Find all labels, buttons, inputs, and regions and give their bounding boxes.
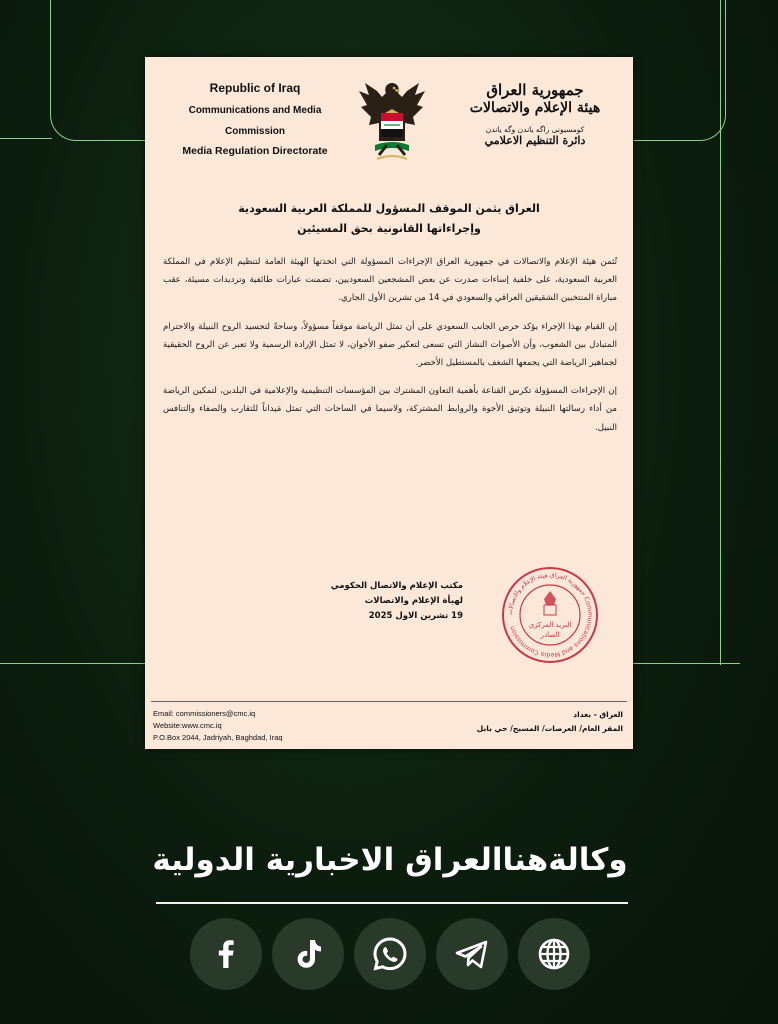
footer-address-arabic <box>477 708 623 736</box>
tiktok-icon <box>288 934 328 974</box>
letter-title-line: وإجراءاتها القانونية بحق المسيئين <box>297 222 481 235</box>
agency-name: وكالةهناالعراق الاخبارية الدولية <box>152 842 628 878</box>
signature-line: لهيأة الإعلام والاتصالات <box>364 596 463 606</box>
letterhead-line: Communications and Media <box>188 105 322 116</box>
footer-address: P.O.Box 2044, Jadriyah, Baghdad, Iraq <box>153 733 283 742</box>
official-stamp <box>500 565 600 665</box>
footer-email: Email: commissioners@cmc.iq <box>153 709 256 718</box>
letterhead-line: Commission <box>224 126 285 137</box>
letter-title-line: العراق يثمن الموقف المسؤول للمملكة العربية السعودية <box>238 202 540 215</box>
letterhead-arabic <box>445 81 625 147</box>
official-letter <box>145 57 633 749</box>
stamp-center-text: الصادر <box>540 631 560 639</box>
letter-paragraph: إن الإجراءات المسؤولة تكرس القناعة بأهمية التعاون المشترك بين المؤسسات التنظيمية والإعلامية في البلدين، لتمكين الرياضة من أداء رسالتها النبيلة وتوثيق الأخوة والروابط المشتركة، ولاسيما في الساحات التي تمثل مَيداناً للتقارب والصفاء والتنافس النبيل. <box>163 386 617 433</box>
whatsapp-button[interactable] <box>354 918 426 990</box>
letter-paragraph: إن القيام بهذا الإجراء يؤكد حرص الجانب السعودي على أن تمثل الرياضة موقفاً مسؤولاً، وساحةً لتجسيد الروح النبيلة والاحترام المتبادل بين الشعوب، وأن الأصوات النشاز التي تسعى لتعكير صفو الأخوان، لا تمثل الإرادة الرسمية ولا تعبر عن الروح الحقيقية لجماهير الرياضة التي يجمعها الشغف بالمستطيل الأخضر. <box>163 321 617 369</box>
letterhead-line: جمهورية العراق <box>486 81 584 99</box>
letter-title <box>205 199 573 239</box>
stamp-ring-text: جمهورية العراق هيئة الإعلام والاتصالات Communications and Media Commission <box>506 571 594 659</box>
tiktok-button[interactable] <box>272 918 344 990</box>
footer-divider <box>151 701 627 702</box>
iraq-eagle-emblem-icon <box>357 79 427 171</box>
globe-icon <box>534 934 574 974</box>
letterhead-line: Republic of Iraq <box>209 81 301 95</box>
footer-contact <box>153 708 283 744</box>
letterhead-line: كومسيونى راگه ياندن وگه ياندن <box>485 125 585 134</box>
footer-hq: المقر العام/ العرصات/ المسبح/ حي بابل <box>476 724 623 733</box>
letterhead-line: Media Regulation Directorate <box>182 145 328 157</box>
footer-website: Website:www.cmc.iq <box>153 721 222 730</box>
letterhead-english <box>155 81 355 157</box>
signature-date: 19 تشرين الاول 2025 <box>368 611 463 621</box>
signature-block <box>313 579 463 624</box>
facebook-button[interactable] <box>190 918 262 990</box>
letter-paragraph: تُثمن هيئة الإعلام والاتصالات في جمهورية العراق الإجراءات المسؤولة التي اتخذتها الهيئة العامة لتنظيم الإعلام في المملكة العربية السعودية، على خلفية إساءات صدرت عن بعض المشجعين السعوديين، تضمنت عبارات طائفية وترديدات مسيئة، عقب مباراة المنتخبين الشقيقين العراقي والسعودي في 14 من تشرين الأول الجاري. <box>163 257 617 304</box>
telegram-button[interactable] <box>436 918 508 990</box>
social-links <box>190 918 590 994</box>
website-button[interactable] <box>518 918 590 990</box>
stamp-center-text: البريد المركزي <box>528 621 572 629</box>
letter-body <box>163 253 617 447</box>
signature-line: مكتب الإعلام والاتصال الحكومي <box>330 581 463 591</box>
decorative-frame-right <box>720 0 721 665</box>
footer-city: العراق - بغداد <box>573 710 623 719</box>
letterhead-line: هيئة الإعلام والاتصالات <box>469 100 601 116</box>
agency-divider <box>156 902 628 904</box>
facebook-icon <box>206 934 246 974</box>
letterhead-line: دائرة التنظيم الاعلامي <box>484 134 586 147</box>
decorative-frame-line <box>0 138 52 139</box>
whatsapp-icon <box>370 934 410 974</box>
telegram-icon <box>452 934 492 974</box>
